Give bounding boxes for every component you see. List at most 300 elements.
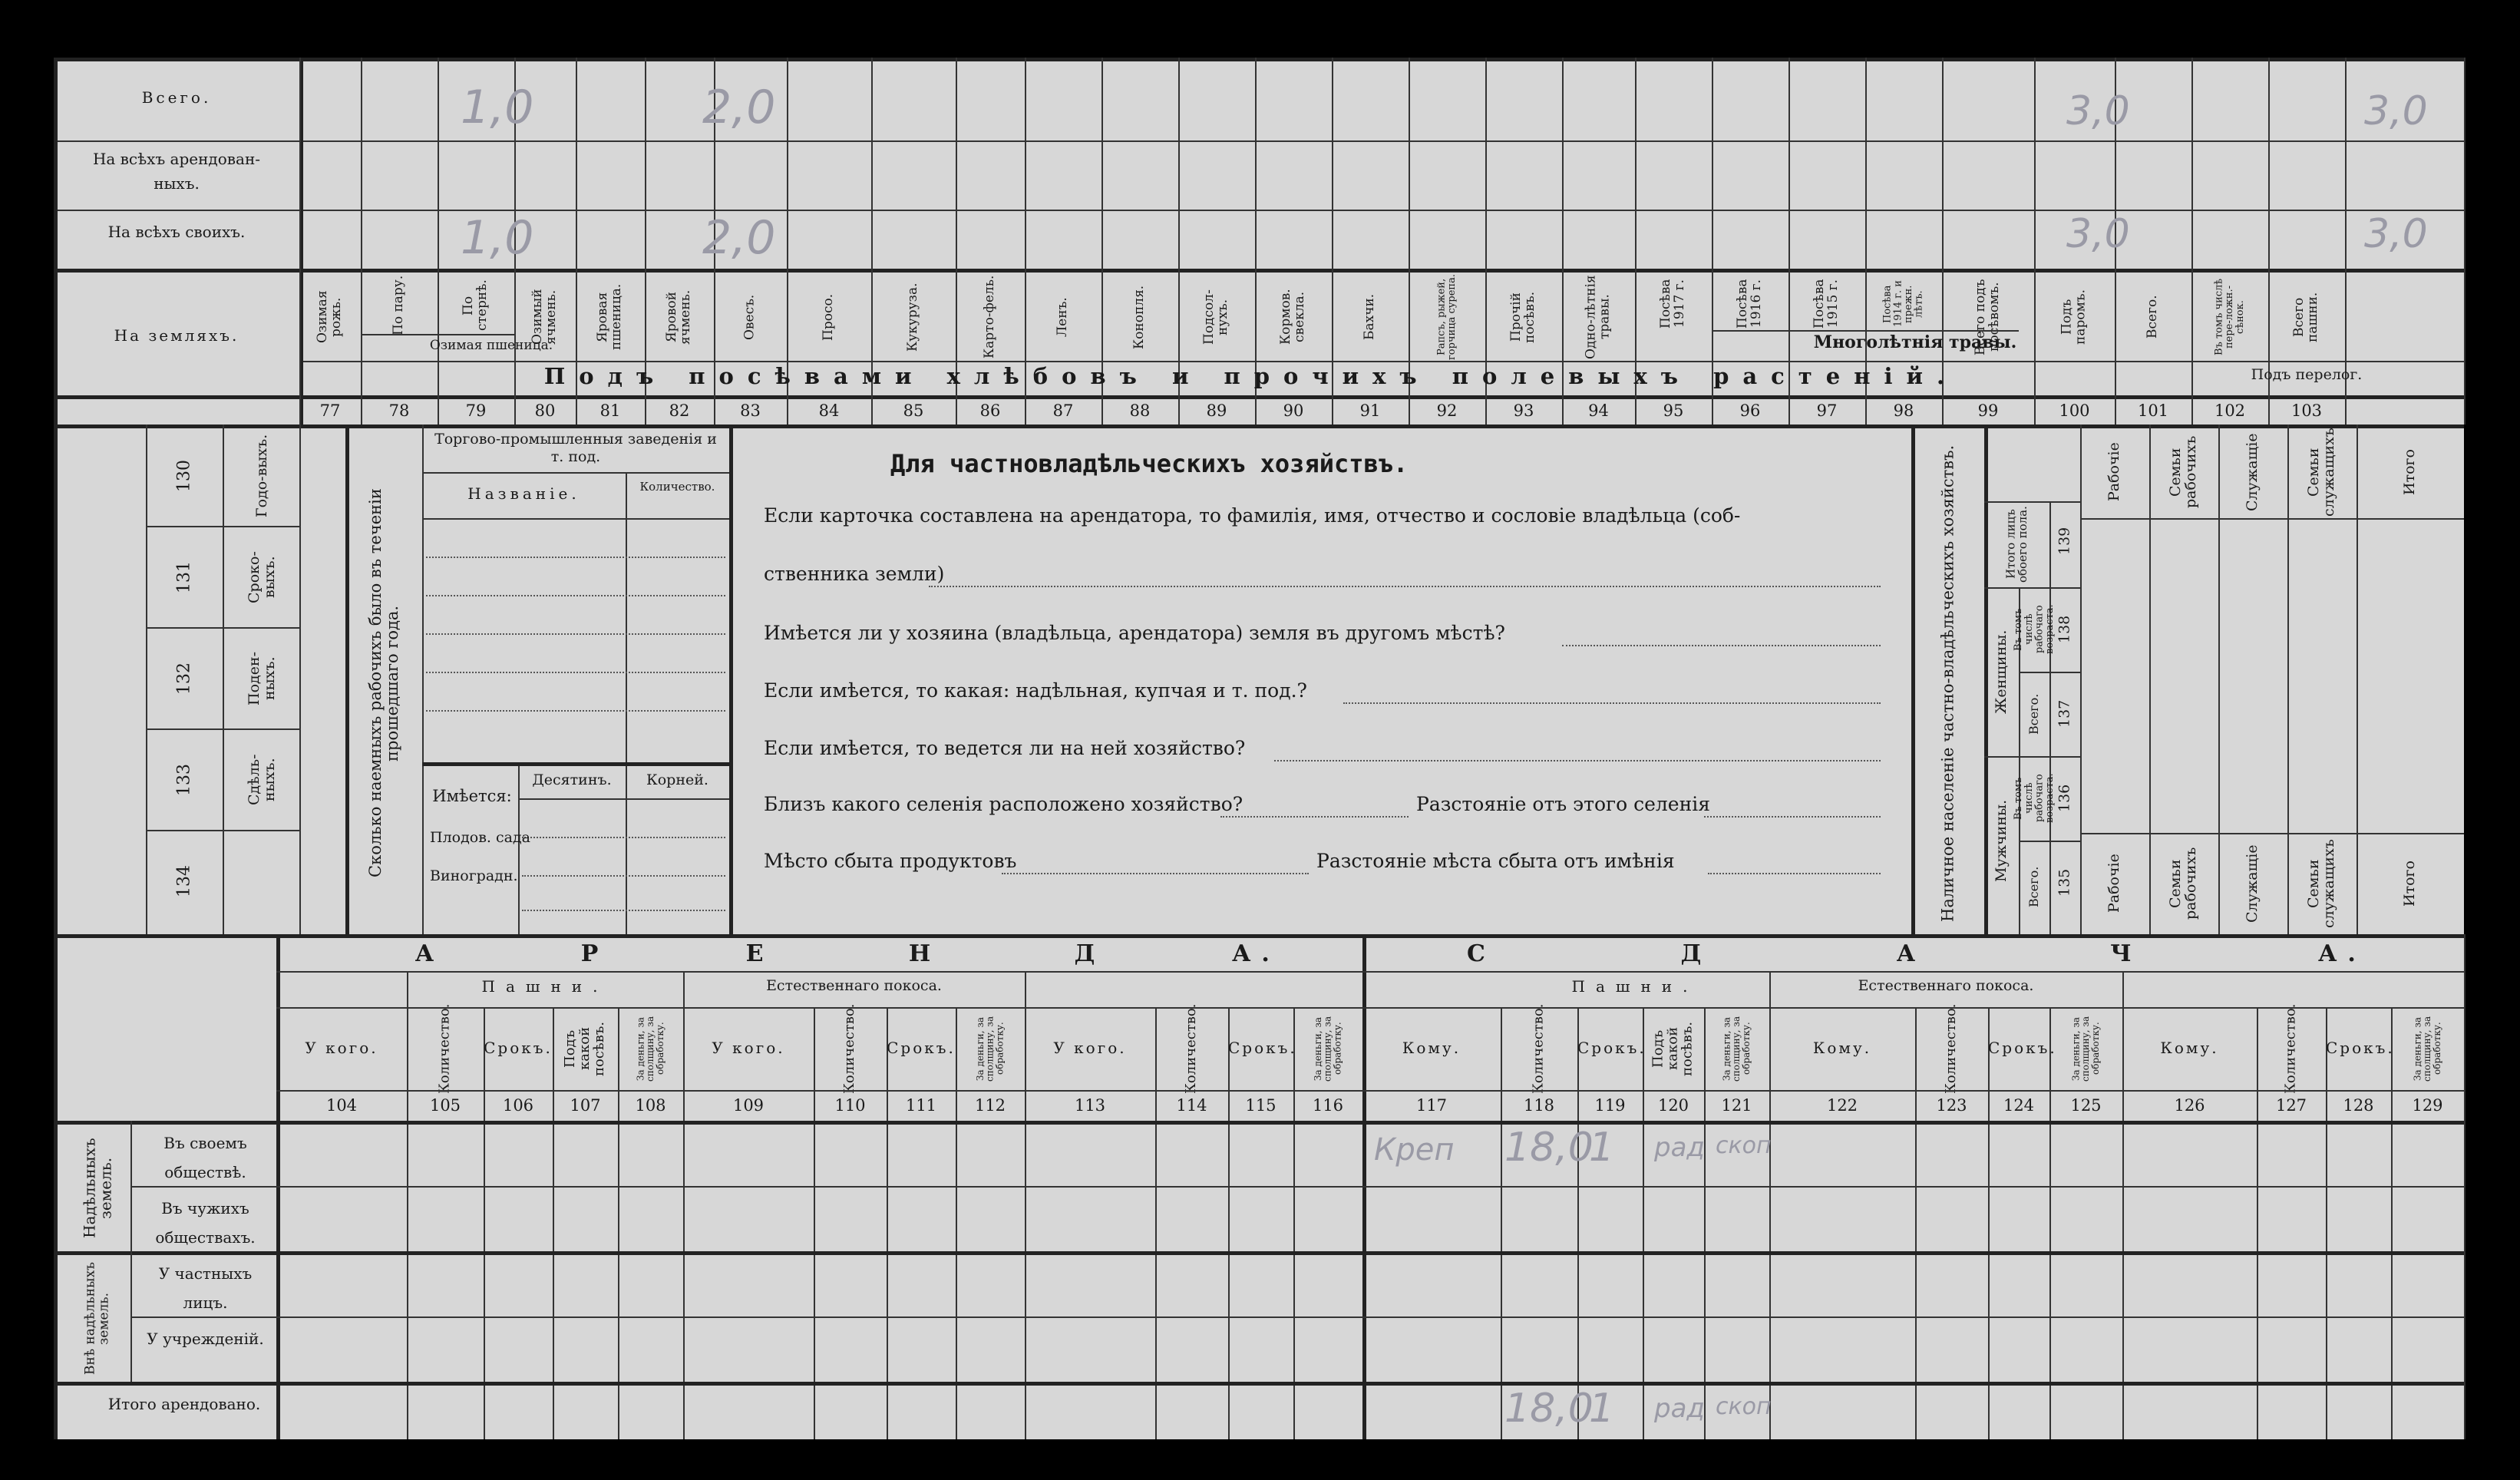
sdacha-col-number: 123 — [1936, 1096, 1967, 1115]
rule — [1984, 587, 2080, 589]
row-lands-label: На земляхъ. — [114, 326, 239, 345]
rule — [2080, 425, 2082, 934]
sdacha-col-header: Срокъ. — [2326, 1039, 2395, 1057]
top-col-number: 94 — [1588, 401, 1609, 420]
top-col-number: 95 — [1663, 401, 1684, 420]
sdacha-col-header: Количество. — [1943, 1003, 1960, 1094]
has-label: Имѣется: — [432, 787, 512, 805]
arenda-col-header: У кого. — [712, 1039, 785, 1057]
sdacha-col-number: 126 — [2174, 1096, 2205, 1115]
top-col-number: 87 — [1052, 401, 1074, 420]
top-col-number: 82 — [669, 401, 690, 420]
rule — [2326, 1007, 2327, 1439]
rule — [1155, 1007, 1157, 1439]
roots-label: Корней. — [646, 771, 708, 788]
arenda-letter: А. — [1232, 940, 1280, 967]
top-col-number: 103 — [2290, 401, 2323, 420]
hw-rye-total: 1,0 — [461, 81, 534, 134]
top-col-header: Рапсъ, рыжей, горчица сурепа. — [1435, 274, 1458, 360]
sdacha-col-number: 119 — [1594, 1096, 1626, 1115]
arenda-col-number: 116 — [1312, 1096, 1344, 1115]
top-col-header: Кукуруза. — [905, 282, 921, 352]
row-total-leased: Итого арендовано. — [107, 1395, 261, 1413]
sdacha-col-number: 121 — [1721, 1096, 1752, 1115]
workers-col-bottom: Рабочіе — [2106, 854, 2123, 913]
question-village: Близъ какого селенія расположено хозяйство? — [764, 793, 1243, 815]
rule — [54, 58, 2464, 61]
rule — [1025, 1007, 1026, 1439]
sdacha-col-header: Срокъ. — [1988, 1039, 2057, 1057]
pop-num-136: 136 — [2056, 784, 2073, 813]
rule — [299, 58, 301, 425]
employees-col: Служащіе — [2244, 433, 2261, 511]
rule — [276, 1007, 2464, 1009]
rule — [426, 557, 725, 558]
rule — [1501, 1007, 1502, 1439]
rule — [1643, 1007, 1644, 1439]
rule — [54, 934, 2464, 938]
rule — [2287, 425, 2289, 934]
rule — [1769, 971, 1771, 1007]
arenda-col-header: Подъ какой посѣвъ. — [562, 1021, 607, 1076]
top-col-header: Овесъ. — [741, 294, 758, 340]
rule — [2080, 833, 2464, 834]
workers-families-col: Семьи рабочихъ — [2167, 435, 2199, 509]
top-col-header: Яровая пшеница. — [595, 283, 624, 351]
rule — [130, 1316, 2464, 1318]
answer-line — [929, 586, 1881, 587]
arenda-col-header: За деньги, за сполщину, за обработку. — [635, 1016, 666, 1082]
label-piece: Сдѣль-ныхъ. — [246, 754, 278, 806]
rule — [407, 971, 408, 1007]
rule — [276, 971, 2464, 973]
rule — [522, 837, 725, 838]
top-col-number: 97 — [1816, 401, 1838, 420]
sdacha-col-header: Срокъ. — [1577, 1039, 1646, 1057]
desyatin-label: Десятинъ. — [532, 771, 612, 788]
rule — [54, 425, 2464, 428]
answer-line — [1274, 760, 1881, 761]
top-col-number: 101 — [2137, 401, 2169, 420]
rule — [1704, 1007, 1706, 1439]
rule — [422, 518, 729, 520]
rule — [54, 58, 58, 1439]
top-col-header: Одно-лѣтнія травы. — [1583, 275, 1613, 359]
rule — [146, 830, 299, 831]
rule — [146, 728, 299, 730]
rule — [1577, 1007, 1579, 1439]
top-col-number: 80 — [534, 401, 556, 420]
orchard-label: Плодов. сада — [430, 829, 530, 846]
top-col-number: 79 — [465, 401, 487, 420]
col-num-130: 130 — [174, 460, 194, 492]
hw-wheat-total: 2,0 — [702, 81, 776, 134]
rule — [426, 595, 725, 596]
rule — [2357, 425, 2358, 934]
both-sexes-label: Итого лицъ обоего пола. — [2003, 506, 2030, 583]
hw-pay: скоп — [1716, 1132, 1772, 1159]
total-col: Итого — [2401, 449, 2419, 495]
question-village-distance: Разстояніе отъ этого селенія — [1416, 793, 1711, 815]
workers-col: Рабочіе — [2106, 442, 2123, 502]
pop-num-138: 138 — [2056, 615, 2073, 644]
sdacha-col-number: 129 — [2412, 1096, 2443, 1115]
rule — [518, 798, 729, 800]
rule — [2257, 1007, 2258, 1439]
top-col-header: Озимый ячмень. — [530, 289, 559, 345]
question-market: Мѣсто сбыта продуктовъ — [764, 850, 1017, 872]
perennial-grass-label: Многолѣтнія травы. — [1813, 332, 2017, 352]
arenda-letter: А — [414, 940, 445, 967]
row-institutions: У учрежденій. — [147, 1330, 264, 1348]
question-owner-cont: ственника земли) — [764, 563, 945, 585]
rule — [814, 1007, 815, 1439]
answer-line — [1562, 645, 1881, 646]
trade-header: Торгово-промышленныя заведенія и т. под. — [434, 431, 717, 465]
answer-line — [1704, 816, 1881, 818]
private-title: Для частновладѣльческихъ хозяйствъ. — [890, 449, 1409, 478]
rule — [422, 425, 424, 934]
top-col-number: 78 — [388, 401, 410, 420]
sdacha-col-number: 117 — [1415, 1096, 1448, 1115]
top-col-number: 83 — [740, 401, 761, 420]
rule — [426, 672, 725, 673]
rule — [484, 1007, 485, 1439]
rule — [422, 762, 729, 766]
rule — [518, 762, 520, 934]
sdacha-col-header: За деньги, за сполщину, за обработку. — [1721, 1016, 1752, 1082]
sdacha-arable-label: Пашни. — [1571, 977, 1699, 996]
label-annual: Годо-выхъ. — [253, 434, 271, 518]
top-col-number: 100 — [2059, 401, 2090, 420]
arenda-meadow-label: Естественнаго покоса. — [766, 977, 942, 994]
rule — [2191, 361, 2345, 362]
census-card-sheet — [54, 58, 2464, 1439]
row-rented-label: На всѣхъ арендован- — [92, 150, 261, 168]
rule — [130, 1121, 132, 1382]
hw-term: 1 — [1589, 1125, 1615, 1171]
winter-wheat-label: Озимая пшеница. — [429, 338, 553, 353]
row-other-societies: Въ чужихъ обществахъ. — [155, 1199, 256, 1247]
trade-name-label: Названіе. — [467, 484, 580, 503]
rule — [146, 526, 299, 527]
employees-col-bottom: Служащіе — [2244, 844, 2261, 923]
arenda-col-header: У кого. — [1053, 1039, 1127, 1057]
men-label: Мужчины. — [1993, 799, 2010, 882]
top-col-header: По стернѣ. — [461, 279, 490, 332]
population-caption: Наличное населеніе частно-владѣльческихъ хозяйствъ. — [1938, 444, 1957, 922]
rule — [956, 1007, 957, 1439]
top-col-number: 102 — [2214, 401, 2246, 420]
top-col-header: Бахчи. — [1362, 293, 1378, 341]
top-col-number: 93 — [1513, 401, 1534, 420]
top-col-number: 99 — [1977, 401, 1999, 420]
men-total-label: Всего. — [2026, 866, 2042, 907]
top-col-header: Кормов. свекла. — [1278, 289, 1307, 345]
hw-grand-total: 3,0 — [2364, 88, 2428, 134]
rule — [299, 425, 301, 934]
sdacha-col-header: Количество. — [2282, 1003, 2299, 1094]
arenda-arable-label: Пашни. — [481, 977, 609, 996]
hw-total-qty: 18,0 — [1504, 1386, 1594, 1432]
sdacha-col-number: 127 — [2275, 1096, 2307, 1115]
rule — [2049, 501, 2051, 934]
question-farmed: Если имѣется, то ведется ли на ней хозяйство? — [764, 737, 1246, 759]
col-num-132: 132 — [174, 662, 194, 695]
top-col-number: 86 — [979, 401, 1001, 420]
top-col-header: Въ томъ числѣ пере-ложн.-сѣнок. — [2213, 278, 2246, 356]
rule — [54, 140, 2464, 142]
arenda-col-header: У кого. — [305, 1039, 378, 1057]
row-private-persons: У частныхъ лицъ. — [158, 1264, 253, 1312]
sdacha-col-header: Кому. — [2160, 1039, 2219, 1057]
row-rented-label-2: ныхъ. — [154, 174, 200, 193]
pop-num-139: 139 — [2056, 527, 2073, 556]
rule — [626, 762, 627, 934]
rule — [522, 875, 725, 877]
rule — [2191, 58, 2193, 425]
rule — [422, 472, 729, 474]
sdacha-col-number: 118 — [1523, 1096, 1555, 1115]
sdacha-letter: А — [1896, 940, 1927, 967]
top-col-header: Ленъ. — [1055, 297, 1071, 337]
top-col-number: 89 — [1206, 401, 1227, 420]
rule — [276, 1090, 2464, 1092]
rule — [54, 1382, 2464, 1386]
sdacha-col-number: 120 — [1657, 1096, 1689, 1115]
top-col-header: По пару. — [391, 275, 407, 336]
arenda-col-number: 114 — [1176, 1096, 1207, 1115]
top-col-number: 85 — [903, 401, 924, 420]
rule — [54, 1121, 2464, 1125]
rule — [1915, 1007, 1917, 1439]
sdacha-meadow-label: Естественнаго покоса. — [1858, 977, 2034, 994]
allotment-lands-label: Надѣльныхъ земель. — [80, 1138, 115, 1238]
trade-qty-label: Количество. — [639, 480, 715, 494]
sdacha-letter: Ч — [2110, 940, 2142, 967]
arenda-letter: Р — [580, 940, 609, 967]
top-col-header: Конопля. — [1131, 285, 1148, 349]
top-col-header: Просо. — [821, 293, 837, 341]
top-col-header: Всего пашни. — [2291, 292, 2320, 342]
top-col-number: 98 — [1893, 401, 1914, 420]
rule — [130, 1186, 2464, 1188]
sdacha-col-number: 125 — [2070, 1096, 2102, 1115]
rule — [2019, 841, 2080, 842]
rule — [2049, 1007, 2051, 1439]
arenda-col-header: За деньги, за сполщину, за обработку. — [975, 1016, 1006, 1082]
arenda-col-number: 110 — [834, 1096, 866, 1115]
hw-grand-own: 3,0 — [2364, 211, 2428, 257]
rule — [1228, 1007, 1230, 1439]
arenda-col-header: Срокъ. — [484, 1039, 553, 1057]
rule — [2080, 518, 2464, 520]
arenda-col-number: 106 — [502, 1096, 534, 1115]
top-col-number: 84 — [818, 401, 840, 420]
pop-num-135: 135 — [2056, 868, 2073, 897]
arenda-col-number: 107 — [570, 1096, 601, 1115]
sdacha-col-number: 124 — [2003, 1096, 2035, 1115]
rule — [54, 269, 2464, 273]
hw-wheat-own: 2,0 — [702, 211, 776, 265]
rule — [2391, 1007, 2393, 1439]
rule — [54, 395, 2464, 399]
rule — [2019, 672, 2080, 673]
arenda-col-header: Количество. — [1183, 1003, 1200, 1094]
hw-sown-own: 3,0 — [2066, 211, 2130, 257]
rule — [729, 425, 733, 934]
employees-families-col-bottom: Семьи служащихъ — [2305, 839, 2337, 928]
col-num-134: 134 — [174, 865, 194, 897]
sdacha-col-header: Количество. — [1530, 1003, 1547, 1094]
rule — [2122, 971, 2124, 1007]
hw-qty: 18,0 — [1504, 1125, 1594, 1171]
hw-sown-total: 3,0 — [2066, 88, 2130, 134]
sdacha-col-number: 128 — [2343, 1096, 2374, 1115]
rule — [626, 472, 627, 810]
sdacha-col-header: Кому. — [1812, 1039, 1872, 1057]
hw-total-pay: скоп — [1716, 1393, 1772, 1420]
rule — [553, 1007, 554, 1439]
rule — [522, 910, 725, 911]
rule — [426, 710, 725, 712]
women-label: Женщины. — [1993, 629, 2010, 714]
sdacha-col-header: За деньги, за сполщину, за обработку. — [2412, 1016, 2442, 1082]
rule — [2464, 934, 2466, 1439]
question-owner: Если карточка составлена на арендатора, то фамилія, имя, отчество и сословіе владѣльца (соб- — [764, 504, 1741, 527]
arenda-col-header: Количество. — [841, 1003, 858, 1094]
workers-families-col-bottom: Семьи рабочихъ — [2167, 847, 2199, 920]
question-other-land: Имѣется ли у хозяина (владѣльца, арендатора) земля въ другомъ мѣстѣ? — [764, 622, 1505, 644]
top-col-number: 91 — [1359, 401, 1381, 420]
sdacha-col-number: 122 — [1826, 1096, 1858, 1115]
rule — [2122, 1007, 2124, 1439]
rule — [1988, 1007, 1990, 1439]
hw-total-crop: рад — [1654, 1393, 1705, 1424]
rule — [1293, 1007, 1295, 1439]
row-own-label: На всѣхъ своихъ. — [107, 223, 246, 241]
arenda-col-number: 108 — [635, 1096, 666, 1115]
total-col-bottom: Итого — [2401, 861, 2419, 907]
hw-to-whom: Креп — [1374, 1132, 1455, 1168]
row-total-label: Всего. — [141, 88, 212, 107]
label-daily: Поден-ныхъ. — [246, 651, 278, 706]
answer-line — [1002, 873, 1309, 874]
top-col-header: Озимая рожь. — [315, 290, 344, 344]
sdacha-col-header: Подъ какой посѣвъ. — [1650, 1021, 1696, 1076]
top-col-number: 77 — [319, 401, 341, 420]
arenda-col-header: За деньги, за сполщину, за обработку. — [1313, 1016, 1343, 1082]
rule — [1769, 1007, 1771, 1439]
rule — [2218, 425, 2220, 934]
rule — [146, 627, 299, 629]
top-col-header: Посѣва 1917 г. — [1658, 279, 1687, 329]
top-col-number: 96 — [1739, 401, 1761, 420]
label-term: Сроко-выхъ. — [246, 551, 278, 603]
arenda-col-number: 105 — [429, 1096, 461, 1115]
rule — [361, 334, 514, 335]
answer-line — [1220, 816, 1409, 818]
question-market-distance: Разстояніе мѣста сбыта отъ имѣнія — [1316, 850, 1675, 872]
rule — [2149, 425, 2151, 934]
top-col-header: Всего. — [2145, 295, 2161, 339]
rule — [2464, 58, 2466, 425]
rule — [426, 633, 725, 635]
women-working-age-label: Въ томъ числѣ рабочаго возраста. — [2013, 604, 2056, 655]
top-col-header: Яровой ячмень. — [664, 289, 693, 345]
arenda-letter: Е — [745, 940, 774, 967]
rule — [683, 1007, 685, 1439]
rule — [407, 1007, 408, 1439]
sdacha-letter: С — [1467, 940, 1496, 967]
top-col-header: Посѣва 1915 г. — [1812, 279, 1841, 329]
arenda-col-number: 104 — [325, 1096, 358, 1115]
rule — [618, 1007, 619, 1439]
top-col-header: Всего подъ посѣвомъ. — [1973, 279, 2002, 355]
top-col-header: Прочій посѣвъ. — [1508, 291, 1537, 343]
arenda-col-number: 109 — [732, 1096, 765, 1115]
question-land-kind: Если имѣется, то какая: надѣльная, купчая и т. под.? — [764, 679, 1307, 702]
workers-caption: Сколько наемныхъ рабочихъ было въ теченіи прошедшаго года. — [365, 488, 401, 878]
arenda-col-number: 111 — [905, 1096, 937, 1115]
sdacha-col-header: Кому. — [1402, 1039, 1461, 1057]
rule — [887, 1007, 888, 1439]
women-total-label: Всего. — [2026, 693, 2042, 735]
rule — [146, 425, 147, 934]
arenda-letter: Н — [908, 940, 942, 967]
sdacha-letter: А. — [2318, 940, 2366, 967]
top-col-number: 92 — [1436, 401, 1458, 420]
top-col-header: Подъ паромъ. — [2059, 289, 2089, 345]
row-own-society: Въ своемъ обществѣ. — [163, 1134, 247, 1181]
employees-families-col: Семьи служащихъ — [2305, 428, 2337, 517]
sdacha-letter: Д — [1680, 940, 1712, 967]
col-num-133: 133 — [174, 764, 194, 796]
top-col-header: Подсол-нухъ. — [1201, 289, 1230, 345]
top-col-number: 81 — [599, 401, 621, 420]
top-col-header: Посѣва 1914 г. и прежн. лѣтъ. — [1881, 280, 1925, 328]
arenda-col-header: Срокъ. — [887, 1039, 956, 1057]
men-working-age-label: Въ томъ числѣ рабочаго возраста. — [2013, 773, 2056, 824]
rule — [1025, 971, 1026, 1007]
rule — [299, 361, 2464, 362]
hw-rye-own: 1,0 — [461, 211, 534, 265]
rule — [1712, 330, 2019, 332]
answer-line — [1708, 873, 1881, 874]
arenda-col-number: 113 — [1074, 1096, 1106, 1115]
col-num-131: 131 — [174, 561, 194, 593]
rule — [683, 971, 685, 1007]
arenda-col-header: Количество. — [436, 1003, 453, 1094]
arenda-col-header: Срокъ. — [1228, 1039, 1297, 1057]
top-col-header: Карто-фель. — [982, 275, 998, 359]
sown-banner: Подъ посѣвами хлѣбовъ и прочихъ полевыхъ растеній. — [543, 363, 1959, 389]
top-col-number: 88 — [1129, 401, 1151, 420]
arenda-letter: Д — [1074, 940, 1106, 967]
top-col-number: 90 — [1283, 401, 1304, 420]
top-col-header: Посѣва 1916 г. — [1735, 279, 1764, 329]
answer-line — [1343, 702, 1881, 704]
fallow-group-label: Подъ перелог. — [2251, 366, 2363, 383]
non-allotment-lands-label: Внѣ надѣльныхъ земель. — [82, 1262, 112, 1375]
rule — [1984, 756, 2080, 758]
hw-crop: рад — [1654, 1132, 1705, 1163]
vineyard-label: Виноградн. — [430, 867, 518, 884]
hw-total-term: 1 — [1589, 1386, 1615, 1432]
sdacha-col-header: За деньги, за сполщину, за обработку. — [2070, 1016, 2101, 1082]
rule — [54, 1251, 2464, 1255]
arenda-col-number: 112 — [974, 1096, 1006, 1115]
